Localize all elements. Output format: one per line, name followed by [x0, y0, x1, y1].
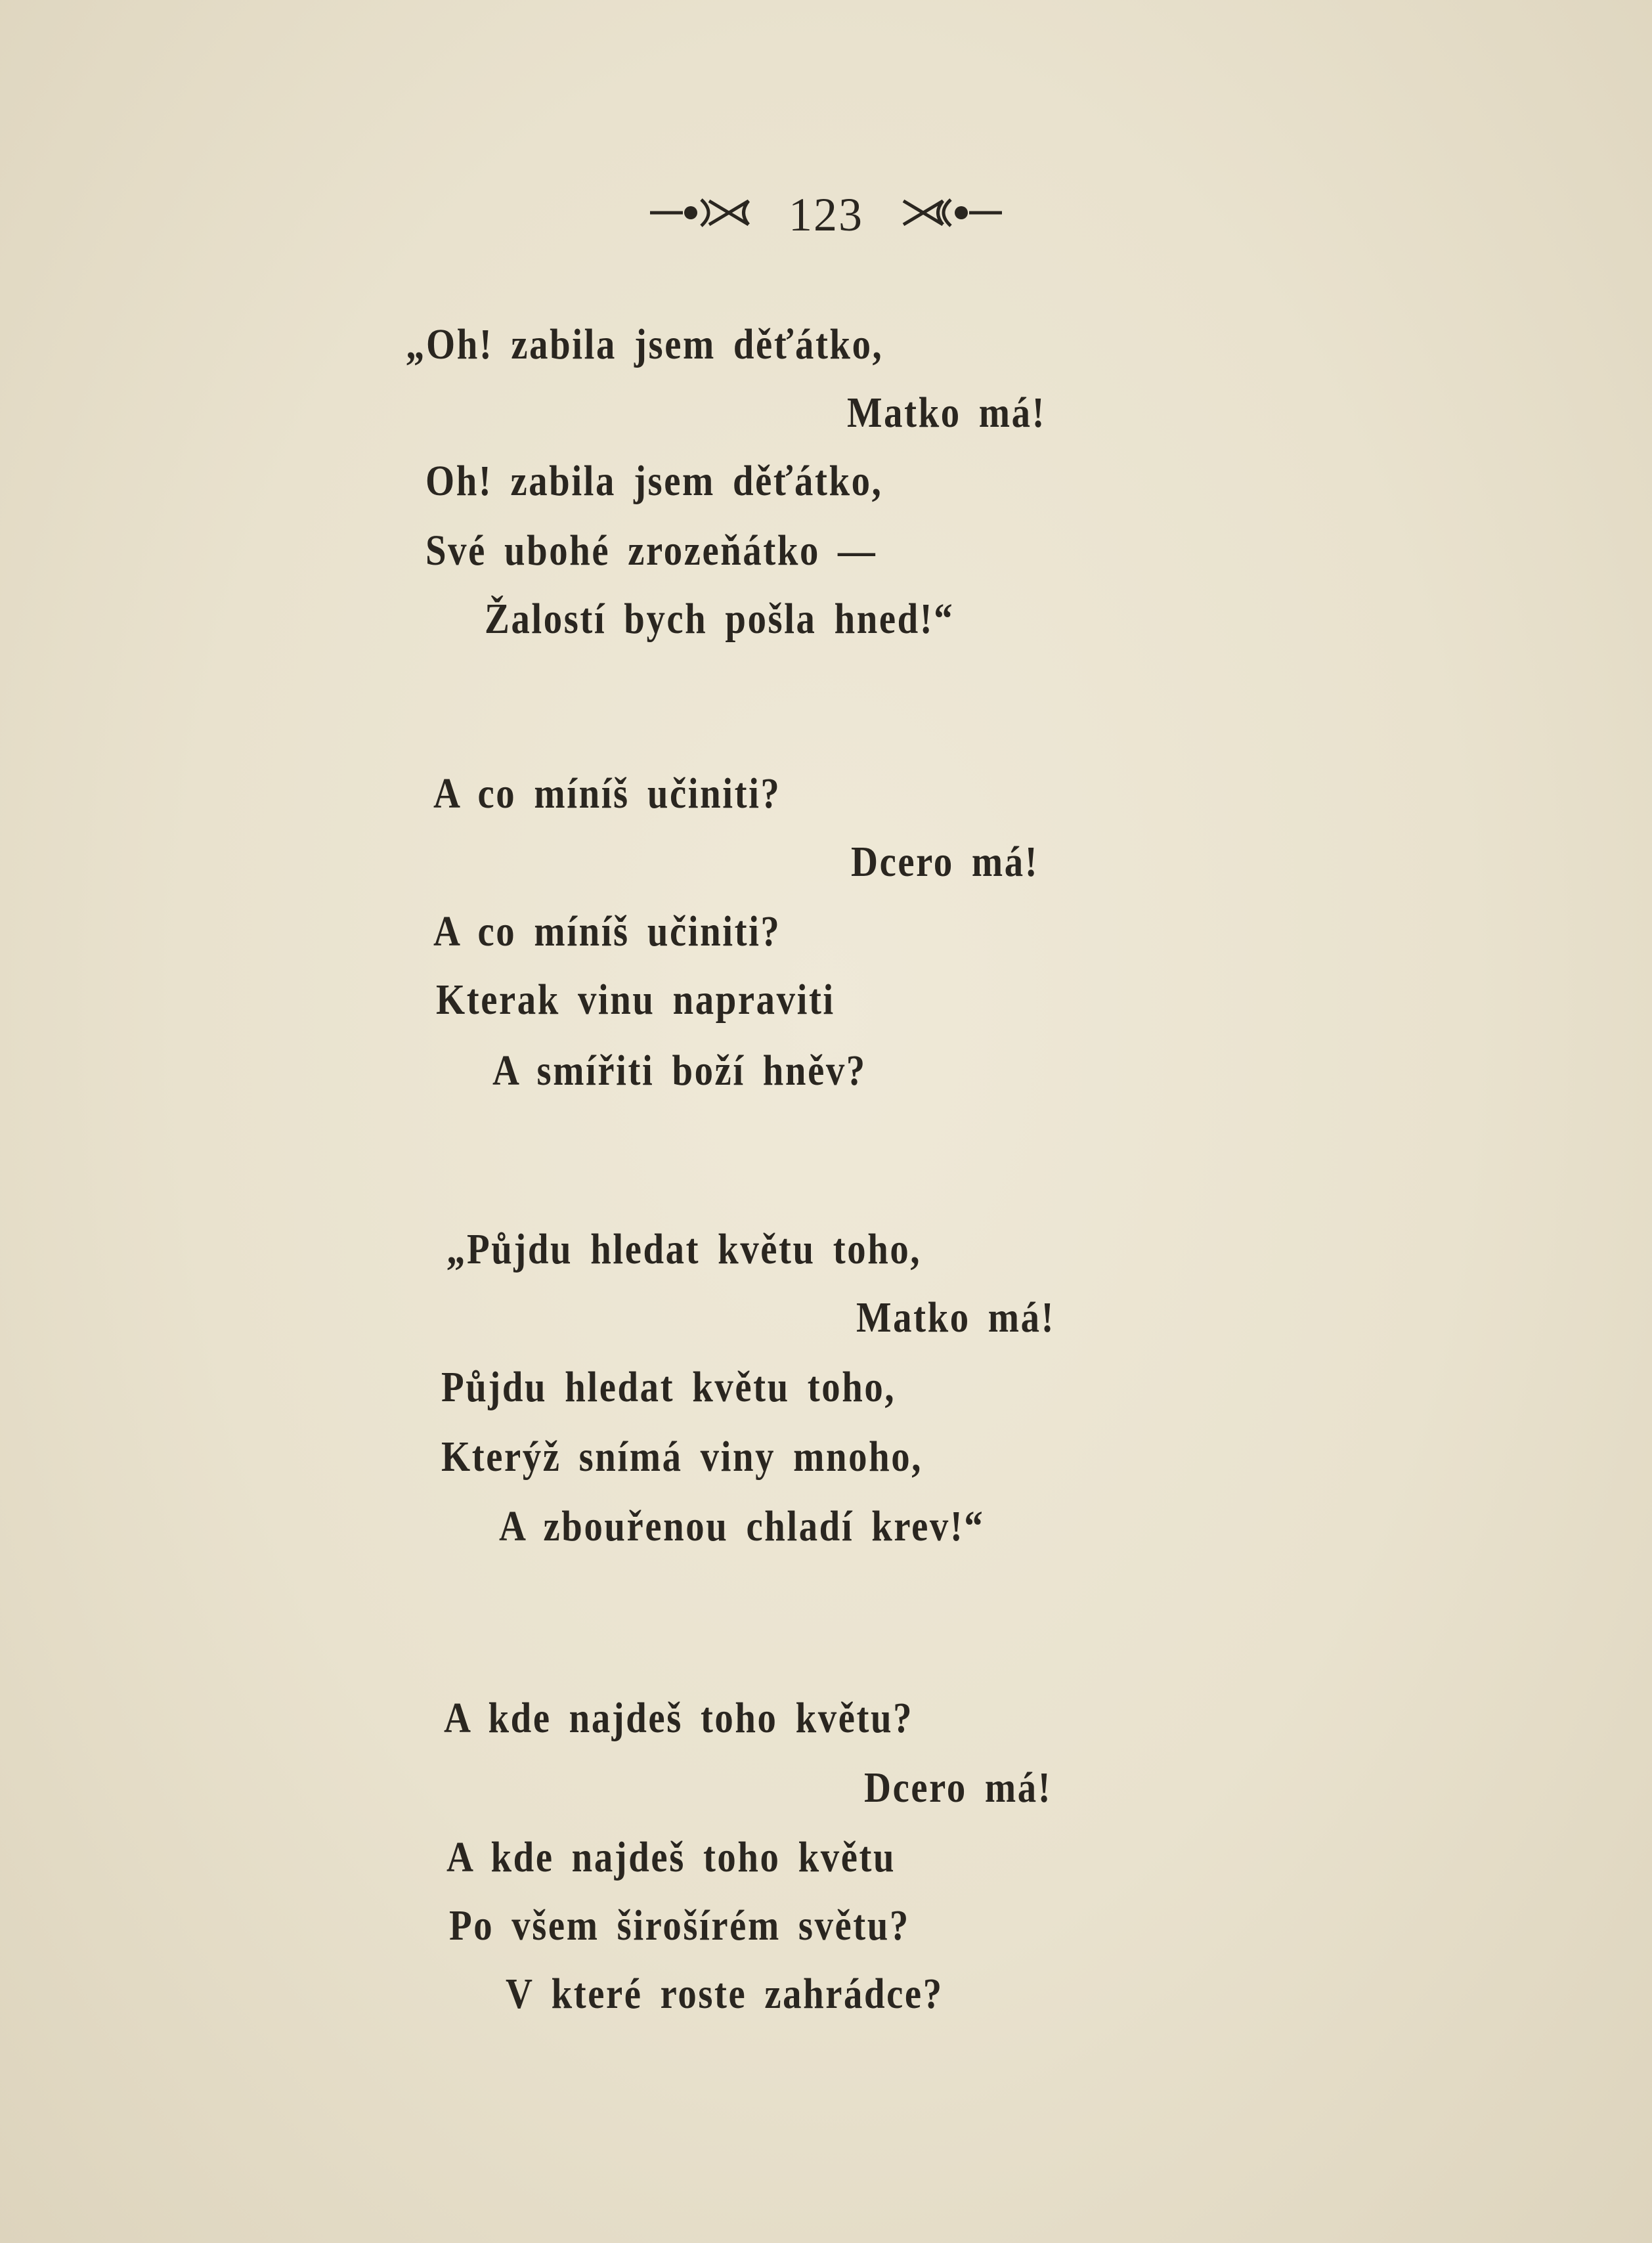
stanza-3-line-3: Půjdu hledat květu toho,: [441, 1363, 896, 1411]
stanza-3-line-1: „Půjdu hledat květu toho,: [446, 1225, 922, 1273]
stanza-2-line-1: A co míníš učiniti?: [433, 770, 781, 817]
stanza-4-line-1: A kde najdeš toho květu?: [444, 1694, 914, 1742]
stanza-1-line-5: Žalostí bych pošla hned!“: [485, 595, 955, 643]
stanza-2-line-2: Dcero má!: [851, 838, 1039, 886]
stanza-4-line-3: A kde najdeš toho květu: [446, 1833, 896, 1881]
stanza-2-line-5: A smířiti boží hněv?: [492, 1047, 867, 1095]
stanza-3-line-5: A zbouřenou chladí krev!“: [499, 1502, 985, 1550]
stanza-4-line-4: Po všem širošírém světu?: [449, 1902, 910, 1949]
stanza-3-line-4: Kterýž snímá viny mnoho,: [441, 1433, 923, 1481]
stanza-1-line-2: Matko má!: [847, 389, 1047, 437]
page-header: [0, 187, 1652, 241]
right-ornament: [897, 191, 1002, 238]
stanza-1-line-1: „Oh! zabila jsem děťátko,: [406, 320, 884, 368]
stanza-2-line-4: Kterak vinu napraviti: [436, 976, 835, 1024]
stanza-2-line-3: A co míníš učiniti?: [433, 907, 781, 955]
stanza-4-line-2: Dcero má!: [864, 1764, 1053, 1812]
stanza-1-line-3: Oh! zabila jsem děťátko,: [425, 457, 883, 505]
stanza-4-line-5: V které roste zahrádce?: [506, 1970, 944, 2018]
stanza-1-line-4: Své ubohé zrozeňátko —: [425, 527, 877, 575]
stanza-3-line-2: Matko má!: [856, 1294, 1056, 1341]
page-number: 123: [789, 188, 863, 241]
left-ornament: [650, 191, 755, 238]
